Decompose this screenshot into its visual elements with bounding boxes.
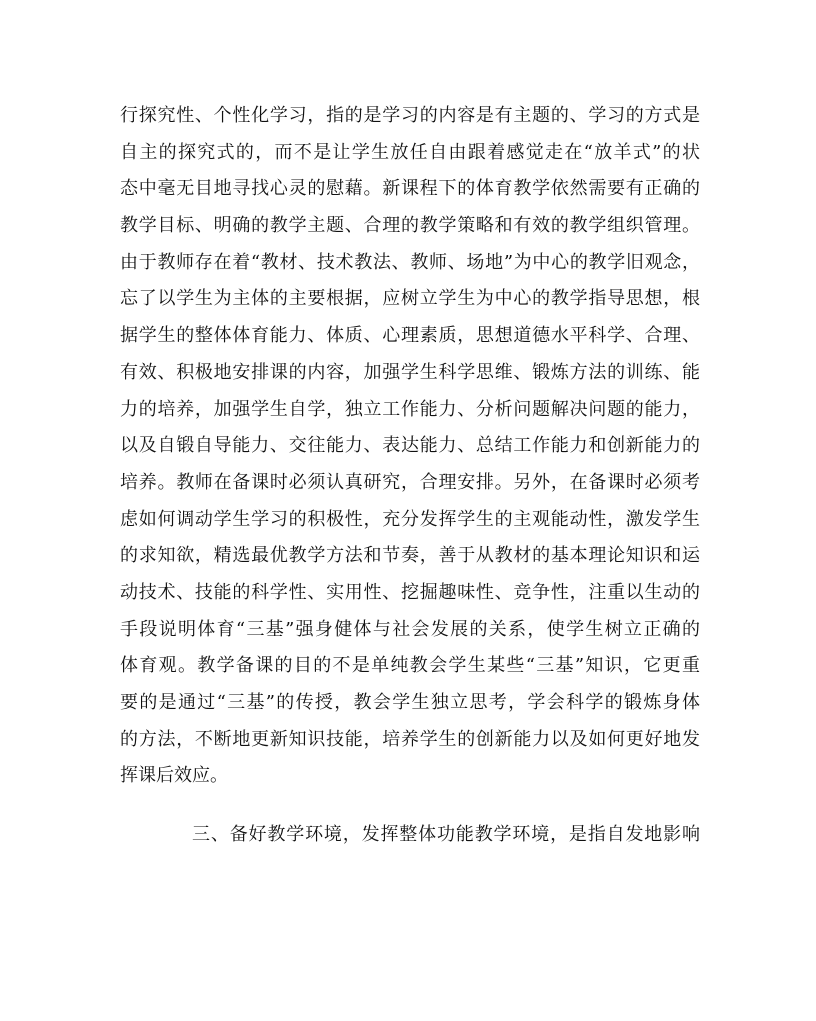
- document-body: [120, 98, 700, 854]
- text-line: 体育观。教学备课的目的不是单纯教会学生某些“三基”知识，它更重: [120, 655, 700, 677]
- text-line: 有效、积极地安排课的内容，加强学生科学思维、锻炼方法的训练、能: [120, 361, 700, 383]
- text-line: 态中毫无目地寻找心灵的慰藉。新课程下的体育教学依然需要有正确的: [120, 178, 700, 200]
- paragraph-gap: [120, 795, 700, 817]
- text-line: 要的是通过“三基”的传授，教会学生独立思考，学会科学的锻炼身体: [120, 692, 700, 713]
- paragraph-1: [120, 98, 700, 795]
- text-line: 以及自锻自导能力、交往能力、表达能力、总结工作能力和创新能力的: [120, 435, 700, 457]
- text-line: 挥课后效应。: [120, 765, 228, 787]
- text-line: 力的培养，加强学生自学，独立工作能力、分析问题解决问题的能力，: [120, 398, 700, 420]
- section-heading-line: 三、备好教学环境，发挥整体功能教学环境，是指自发地影响: [192, 824, 700, 846]
- paragraph-2: [120, 817, 700, 854]
- text-line: 由于教师存在着“教材、技术教法、教师、场地”为中心的教学旧观念，: [120, 251, 700, 273]
- text-line: 动技术、技能的科学性、实用性、挖掘趣味性、竞争性，注重以生动的: [120, 581, 700, 603]
- text-line: 的方法，不断地更新知识技能，培养学生的创新能力以及如何更好地发: [120, 728, 700, 750]
- text-line: 培养。教师在备课时必须认真研究，合理安排。另外，在备课时必须考: [120, 471, 700, 493]
- text-line: 手段说明体育“三基”强身健体与社会发展的关系，使学生树立正确的: [120, 618, 700, 640]
- text-line: 行探究性、个性化学习，指的是学习的内容是有主题的、学习的方式是: [120, 105, 700, 126]
- text-line: 虑如何调动学生学习的积极性，充分发挥学生的主观能动性，激发学生: [120, 508, 700, 530]
- text-line: 忘了以学生为主体的主要根据，应树立学生为中心的教学指导思想，根: [120, 288, 700, 310]
- text-line: 据学生的整体体育能力、体质、心理素质，思想道德水平科学、合理、: [120, 325, 700, 347]
- text-line: 教学目标、明确的教学主题、合理的教学策略和有效的教学组织管理。: [120, 215, 700, 237]
- text-line: 自主的探究式的，而不是让学生放任自由跟着感觉走在“放羊式”的状: [120, 141, 700, 163]
- text-line: 的求知欲，精选最优教学方法和节奏，善于从教材的基本理论知识和运: [120, 545, 700, 567]
